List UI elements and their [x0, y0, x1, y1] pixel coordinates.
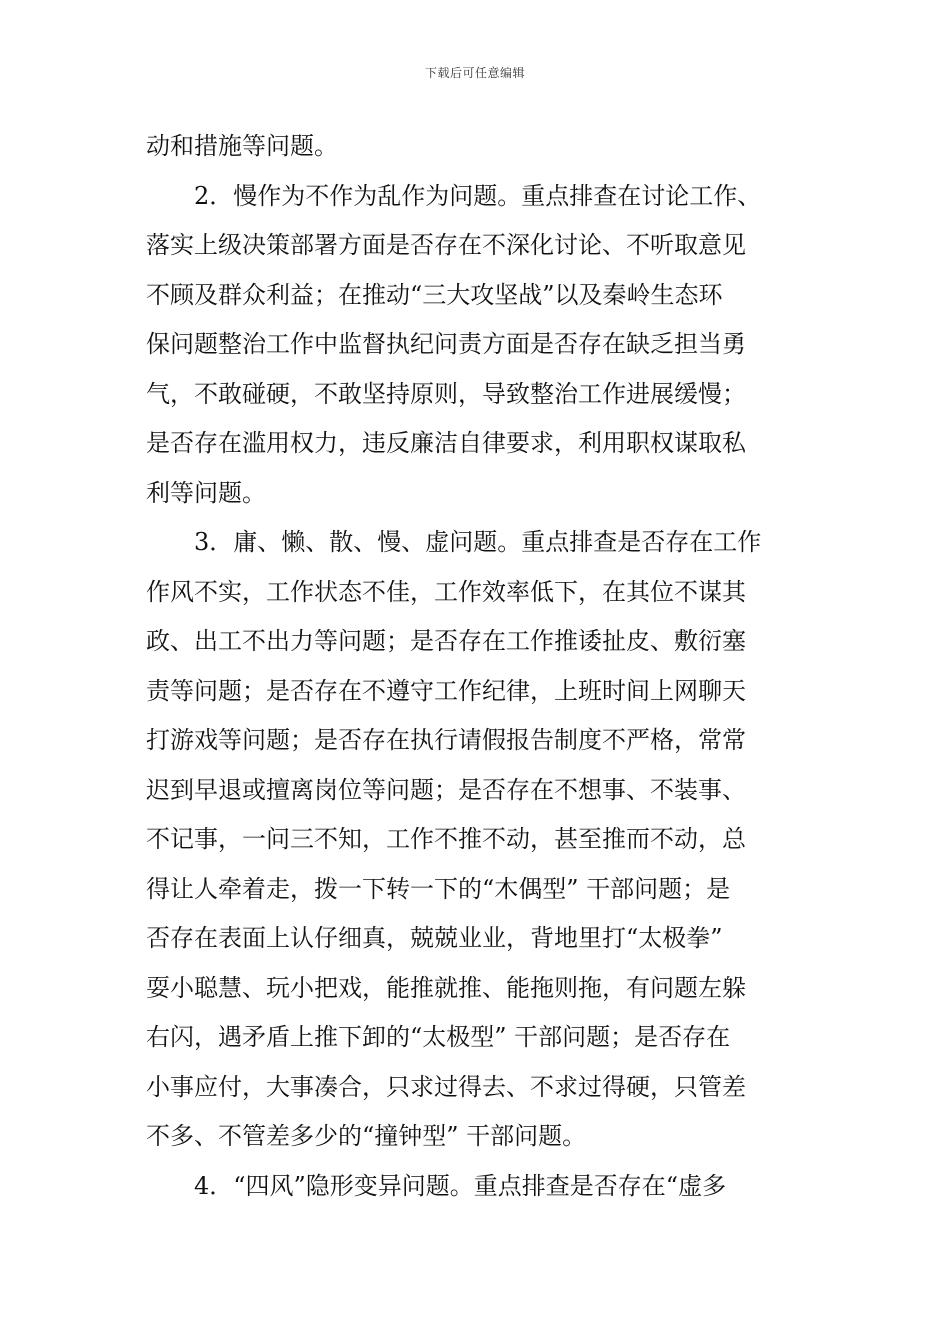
document-body — [146, 122, 808, 1211]
page-header: 下载后可任意编辑 — [424, 66, 525, 80]
text-line: 利等问题。 — [146, 478, 266, 507]
text-line: 得让人牵着走，拨一下转一下的“木偶型” 干部问题；是 — [146, 874, 731, 903]
text-line: 是否存在滥用权力，违反廉洁自律要求，利用职权谋取私 — [146, 429, 746, 457]
text-line: 否存在表面上认仔细真，兢兢业业，背地里打“太极拳” — [146, 924, 723, 952]
text-line: 2．慢作为不作为乱作为问题。重点排查在讨论工作、 — [194, 181, 762, 210]
text-line: 不顾及群众利益；在推动“三大攻坚战”以及秦岭生态环 — [146, 280, 723, 309]
text-line: 作风不实，工作状态不佳，工作效率低下，在其位不谋其 — [146, 577, 746, 606]
text-line: 3．庸、懒、散、慢、虚问题。重点排查是否存在工作 — [194, 528, 762, 556]
text-line: 落实上级决策部署方面是否存在不深化讨论、不听取意见 — [146, 231, 746, 259]
text-line: 4．“四风”隐形变异问题。重点排查是否存在“虚多 — [194, 1171, 727, 1200]
text-line: 迟到早退或擅离岗位等问题；是否存在不想事、不装事、 — [146, 775, 746, 804]
text-line: 动和措施等问题。 — [146, 132, 338, 160]
text-line: 政、出工不出力等问题；是否存在工作推诿扯皮、敷衍塞 — [146, 627, 746, 655]
text-line: 责等问题；是否存在不遵守工作纪律，上班时间上网聊天 — [146, 676, 746, 705]
text-line: 小事应付，大事凑合，只求过得去、不求过得硬，只管差 — [146, 1072, 746, 1101]
text-line: 不记事，一问三不知，工作不推不动，甚至推而不动，总 — [146, 825, 746, 853]
text-line: 打游戏等问题；是否存在执行请假报告制度不严格，常常 — [146, 726, 746, 754]
text-line: 气，不敢碰硬，不敢坚持原则，导致整治工作进展缓慢； — [146, 379, 746, 408]
text-line: 不多、不管差多少的“撞钟型” 干部问题。 — [146, 1122, 587, 1150]
text-line: 耍小聪慧、玩小把戏，能推就推、能拖则拖，有问题左躲 — [146, 973, 746, 1002]
text-line: 右闪，遇矛盾上推下卸的“太极型” 干部问题；是否存在 — [146, 1023, 731, 1051]
text-line: 保问题整治工作中监督执纪问责方面是否存在缺乏担当勇 — [146, 330, 746, 358]
